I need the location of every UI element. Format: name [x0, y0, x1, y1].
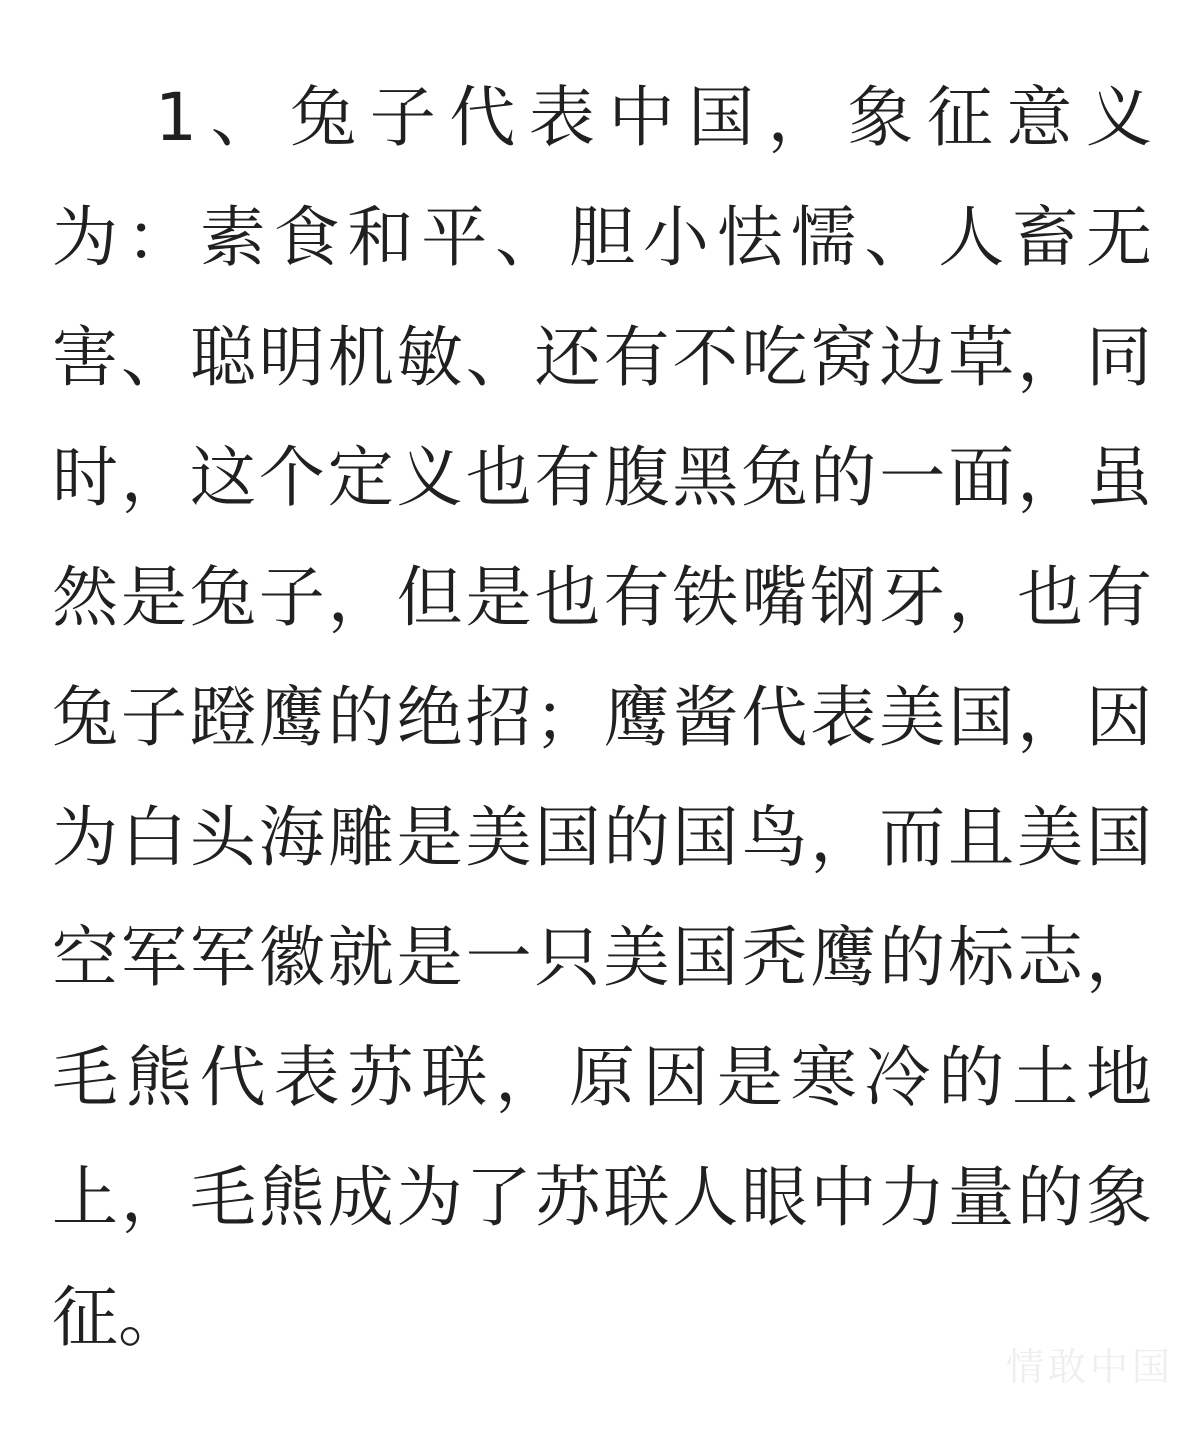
- paragraph-line-10: 上，毛熊成为了苏联人眼中力量的象: [52, 1159, 1152, 1236]
- paragraph-line-8: 空军军徽就是一只美国秃鹰的标志，: [52, 919, 1152, 996]
- paragraph-line-6: 兔子蹬鹰的绝招；鹰酱代表美国，因: [52, 679, 1152, 756]
- paragraph-line-4: 时，这个定义也有腹黑兔的一面，虽: [52, 439, 1152, 516]
- paragraph-line-7: 为白头海雕是美国的国鸟，而且美国: [52, 799, 1152, 876]
- paragraph-line-11: 征。: [52, 1279, 184, 1356]
- paragraph-line-1: 1、兔子代表中国，象征意义: [155, 79, 1152, 156]
- paragraph-line-3: 害、聪明机敏、还有不吃窝边草，同: [52, 319, 1152, 396]
- paragraph-line-9: 毛熊代表苏联，原因是寒冷的土地: [52, 1039, 1152, 1116]
- paragraph-line-2: 为：素食和平、胆小怯懦、人畜无: [52, 199, 1152, 276]
- paragraph-line-5: 然是兔子，但是也有铁嘴钢牙，也有: [52, 559, 1152, 636]
- watermark-logo: 情敢中国: [1005, 1345, 1174, 1389]
